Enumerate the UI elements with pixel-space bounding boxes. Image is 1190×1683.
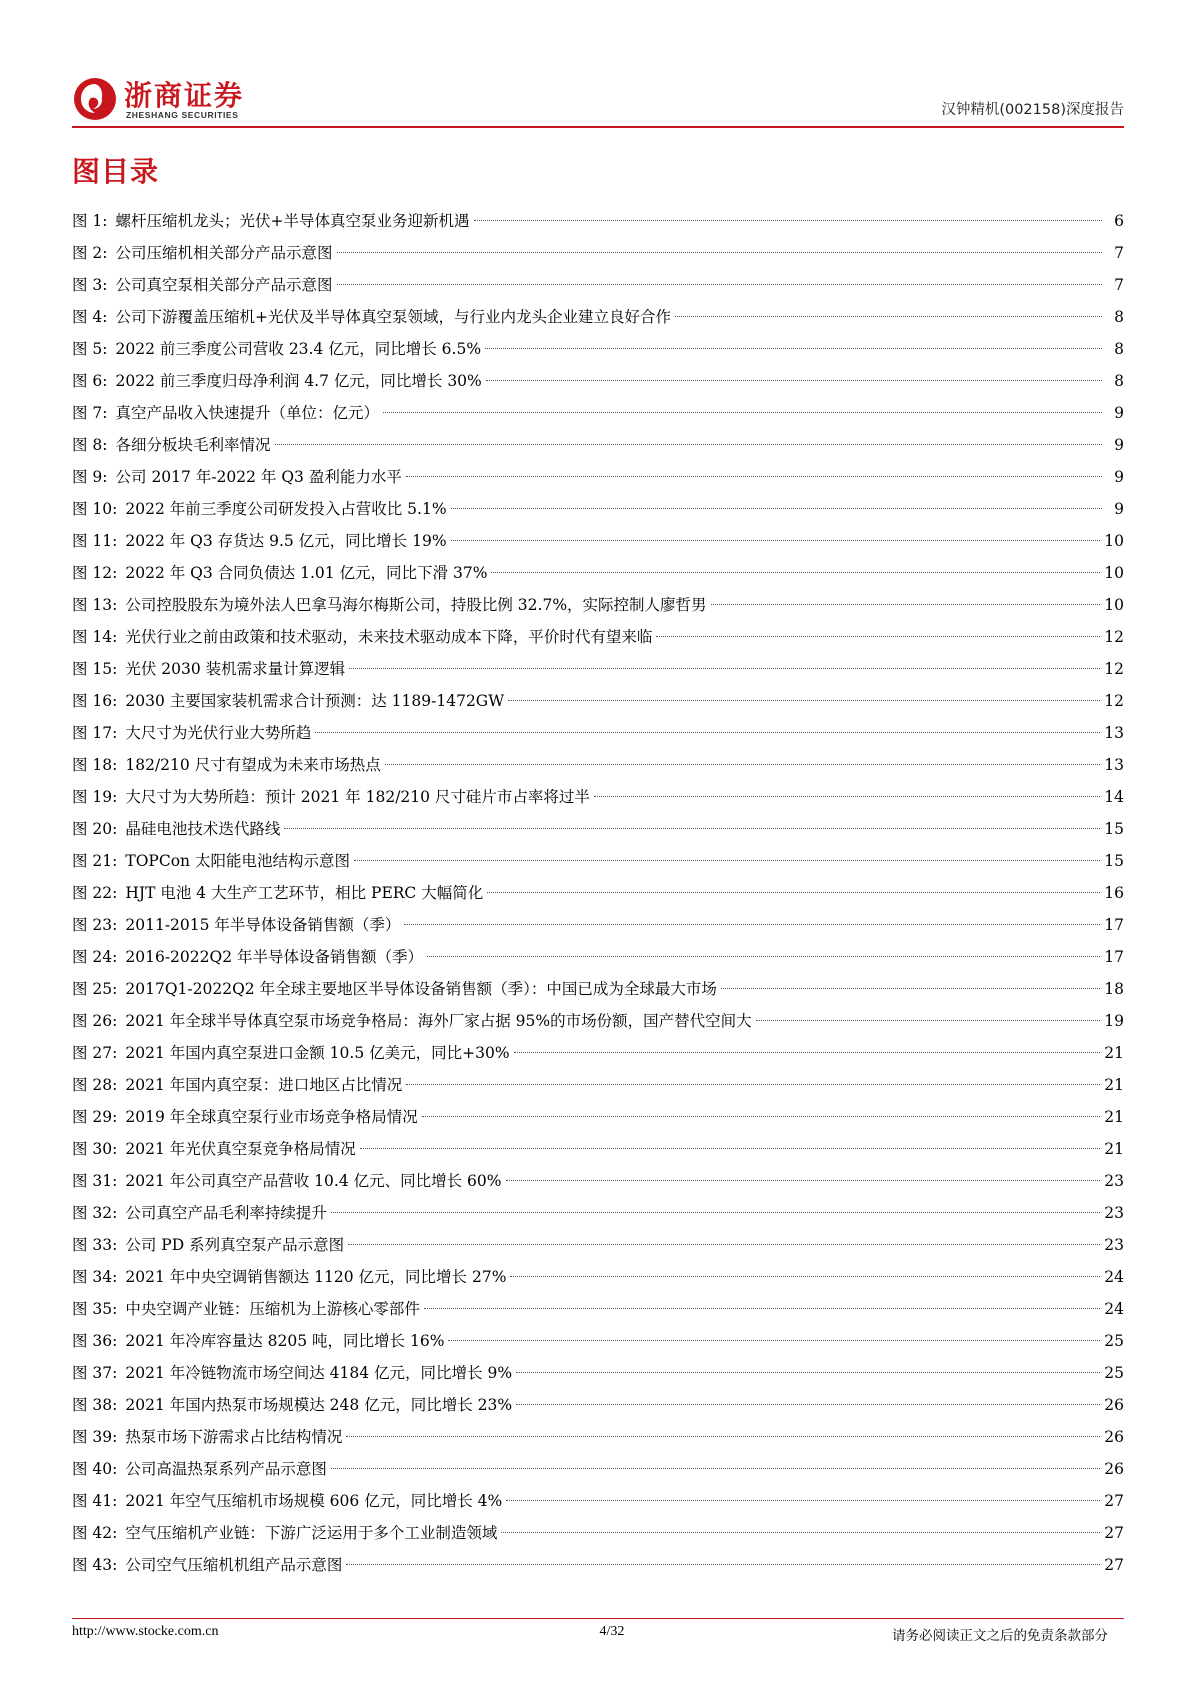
toc-leader-dots bbox=[404, 924, 1100, 925]
toc-entry[interactable] bbox=[72, 781, 1124, 813]
toc-entry[interactable] bbox=[72, 1293, 1124, 1325]
toc-leader-dots bbox=[506, 1180, 1101, 1181]
toc-entry[interactable] bbox=[72, 813, 1124, 845]
toc-leader-dots bbox=[284, 828, 1100, 829]
toc-entry[interactable] bbox=[72, 1197, 1124, 1229]
toc-entry-label: 图 38: bbox=[72, 1396, 118, 1414]
brand-name-en: ZHESHANG SECURITIES bbox=[126, 110, 239, 120]
toc-entry-title: 螺杆压缩机龙头；光伏+半导体真空泵业务迎新机遇 bbox=[115, 212, 470, 230]
toc-entry-page: 10 bbox=[1104, 596, 1124, 614]
toc-entry-title: 2021 年国内真空泵：进口地区占比情况 bbox=[125, 1076, 403, 1094]
toc-leader-dots bbox=[349, 668, 1100, 669]
toc-entry-page: 27 bbox=[1104, 1492, 1124, 1510]
toc-entry-page: 10 bbox=[1104, 532, 1124, 550]
toc-entry[interactable] bbox=[72, 1005, 1124, 1037]
toc-entry-title: 2011-2015 年半导体设备销售额（季） bbox=[125, 916, 401, 934]
toc-entry-label: 图 17: bbox=[72, 724, 118, 742]
toc-entry-title: 2021 年国内热泵市场规模达 248 亿元，同比增长 23% bbox=[125, 1396, 513, 1414]
toc-entry-title: 光伏 2030 装机需求量计算逻辑 bbox=[125, 660, 346, 678]
toc-entry[interactable] bbox=[72, 493, 1124, 525]
toc-entry-label: 图 39: bbox=[72, 1428, 118, 1446]
toc-entry-title: 2017Q1-2022Q2 年全球主要地区半导体设备销售额（季）：中国已成为全球最大市场 bbox=[125, 980, 717, 998]
toc-entry-page: 8 bbox=[1114, 308, 1124, 326]
toc-entry-label: 图 19: bbox=[72, 788, 118, 806]
toc-leader-dots bbox=[514, 1052, 1101, 1053]
toc-entry[interactable] bbox=[72, 1453, 1124, 1485]
toc-entry-title: 真空产品收入快速提升（单位：亿元） bbox=[115, 404, 380, 422]
toc-entry-title: 大尺寸为光伏行业大势所趋 bbox=[125, 724, 312, 742]
toc-leader-dots bbox=[516, 1404, 1100, 1405]
toc-leader-dots bbox=[406, 476, 1102, 477]
toc-entry-title: TOPCon 太阳能电池结构示意图 bbox=[125, 852, 350, 870]
toc-entry-title: 2016-2022Q2 年半导体设备销售额（季） bbox=[125, 948, 424, 966]
header-divider bbox=[72, 126, 1124, 128]
toc-entry-label: 图 11: bbox=[72, 532, 118, 550]
toc-leader-dots bbox=[486, 380, 1102, 381]
toc-entry[interactable] bbox=[72, 941, 1124, 973]
toc-entry-label: 图 40: bbox=[72, 1460, 118, 1478]
toc-leader-dots bbox=[451, 540, 1101, 541]
toc-leader-dots bbox=[485, 348, 1102, 349]
toc-entry-page: 24 bbox=[1104, 1268, 1124, 1286]
toc-entry-label: 图 36: bbox=[72, 1332, 118, 1350]
toc-entry-page: 12 bbox=[1104, 628, 1124, 646]
toc-entry-label: 图 1: bbox=[72, 212, 108, 230]
toc-entry-title: 中央空调产业链：压缩机为上游核心零部件 bbox=[125, 1300, 420, 1318]
brand-logo[interactable] bbox=[72, 70, 332, 126]
toc-entry[interactable] bbox=[72, 653, 1124, 685]
toc-entry-page: 16 bbox=[1104, 884, 1124, 902]
toc-entry[interactable] bbox=[72, 1133, 1124, 1165]
toc-entry-title: 公司真空产品毛利率持续提升 bbox=[125, 1204, 327, 1222]
toc-entry[interactable] bbox=[72, 1069, 1124, 1101]
toc-entry-page: 12 bbox=[1104, 660, 1124, 678]
toc-entry-title: 公司真空泵相关部分产品示意图 bbox=[115, 276, 333, 294]
toc-leader-dots bbox=[385, 764, 1101, 765]
toc-leader-dots bbox=[491, 572, 1100, 573]
toc-entry-label: 图 42: bbox=[72, 1524, 118, 1542]
toc-leader-dots bbox=[331, 1468, 1100, 1469]
toc-entry-page: 26 bbox=[1104, 1396, 1124, 1414]
toc-entry-title: 2021 年国内真空泵进口金额 10.5 亿美元，同比+30% bbox=[125, 1044, 510, 1062]
toc-leader-dots bbox=[508, 700, 1100, 701]
toc-entry-title: 2021 年中央空调销售额达 1120 亿元，同比增长 27% bbox=[125, 1268, 507, 1286]
toc-entry-page: 9 bbox=[1114, 436, 1124, 454]
toc-leader-dots bbox=[506, 1500, 1100, 1501]
toc-entry-page: 18 bbox=[1104, 980, 1124, 998]
toc-entry-title: 2030 主要国家装机需求合计预测：达 1189-1472GW bbox=[125, 692, 505, 710]
toc-leader-dots bbox=[315, 732, 1100, 733]
toc-entry[interactable] bbox=[72, 1549, 1124, 1581]
toc-entry-label: 图 5: bbox=[72, 340, 108, 358]
toc-entry-label: 图 41: bbox=[72, 1492, 118, 1510]
toc-entry-page: 17 bbox=[1104, 948, 1124, 966]
figure-table-of-contents bbox=[72, 205, 1124, 1581]
toc-entry-page: 19 bbox=[1104, 1012, 1124, 1030]
zheshang-logo-icon bbox=[72, 76, 118, 122]
toc-entry-page: 8 bbox=[1114, 372, 1124, 390]
toc-entry[interactable] bbox=[72, 1037, 1124, 1069]
toc-entry[interactable] bbox=[72, 717, 1124, 749]
toc-leader-dots bbox=[427, 956, 1100, 957]
toc-entry-label: 图 27: bbox=[72, 1044, 118, 1062]
toc-leader-dots bbox=[331, 1212, 1100, 1213]
toc-entry-page: 26 bbox=[1104, 1428, 1124, 1446]
toc-leader-dots bbox=[487, 892, 1100, 893]
toc-entry-page: 12 bbox=[1104, 692, 1124, 710]
toc-entry-label: 图 8: bbox=[72, 436, 108, 454]
toc-entry[interactable] bbox=[72, 301, 1124, 333]
toc-entry-label: 图 43: bbox=[72, 1556, 118, 1574]
toc-leader-dots bbox=[501, 1532, 1100, 1533]
toc-entry-page: 9 bbox=[1114, 404, 1124, 422]
toc-entry-title: 公司控股股东为境外法人巴拿马海尔梅斯公司，持股比例 32.7%，实际控制人廖哲男 bbox=[125, 596, 707, 614]
toc-entry-page: 23 bbox=[1104, 1236, 1124, 1254]
toc-leader-dots bbox=[346, 1564, 1100, 1565]
toc-entry-title: 2021 年公司真空产品营收 10.4 亿元、同比增长 60% bbox=[125, 1172, 502, 1190]
toc-leader-dots bbox=[451, 508, 1102, 509]
toc-leader-dots bbox=[348, 1244, 1100, 1245]
footer-divider bbox=[72, 1618, 1124, 1619]
toc-entry-label: 图 29: bbox=[72, 1108, 118, 1126]
toc-entry[interactable] bbox=[72, 1485, 1124, 1517]
toc-entry[interactable] bbox=[72, 237, 1124, 269]
toc-entry-label: 图 20: bbox=[72, 820, 118, 838]
toc-entry-page: 21 bbox=[1104, 1076, 1124, 1094]
toc-entry[interactable] bbox=[72, 557, 1124, 589]
toc-entry-page: 23 bbox=[1104, 1172, 1124, 1190]
toc-leader-dots bbox=[383, 412, 1102, 413]
toc-entry[interactable] bbox=[72, 525, 1124, 557]
page-footer bbox=[72, 1624, 1124, 1648]
toc-entry-page: 13 bbox=[1104, 756, 1124, 774]
toc-leader-dots bbox=[474, 220, 1102, 221]
toc-leader-dots bbox=[422, 1116, 1101, 1117]
toc-entry-label: 图 4: bbox=[72, 308, 108, 326]
toc-entry-label: 图 9: bbox=[72, 468, 108, 486]
toc-entry-label: 图 31: bbox=[72, 1172, 118, 1190]
toc-entry-label: 图 35: bbox=[72, 1300, 118, 1318]
toc-entry-label: 图 23: bbox=[72, 916, 118, 934]
toc-entry[interactable] bbox=[72, 1421, 1124, 1453]
toc-leader-dots bbox=[337, 284, 1102, 285]
toc-entry-page: 24 bbox=[1104, 1300, 1124, 1318]
footer-url-link[interactable]: http://www.stocke.com.cn bbox=[72, 1624, 219, 1639]
toc-entry-title: 大尺寸为大势所趋：预计 2021 年 182/210 尺寸硅片市占率将过半 bbox=[125, 788, 590, 806]
toc-entry-page: 15 bbox=[1104, 852, 1124, 870]
toc-entry-page: 15 bbox=[1104, 820, 1124, 838]
toc-entry-label: 图 10: bbox=[72, 500, 118, 518]
toc-entry[interactable] bbox=[72, 1165, 1124, 1197]
toc-entry-label: 图 3: bbox=[72, 276, 108, 294]
toc-entry-label: 图 7: bbox=[72, 404, 108, 422]
toc-entry-title: 2022 年 Q3 合同负债达 1.01 亿元，同比下滑 37% bbox=[125, 564, 488, 582]
toc-entry-label: 图 2: bbox=[72, 244, 108, 262]
toc-entry[interactable] bbox=[72, 429, 1124, 461]
toc-entry[interactable] bbox=[72, 461, 1124, 493]
toc-entry-label: 图 16: bbox=[72, 692, 118, 710]
toc-entry-title: 2019 年全球真空泵行业市场竞争格局情况 bbox=[125, 1108, 418, 1126]
toc-leader-dots bbox=[360, 1148, 1101, 1149]
toc-entry-page: 14 bbox=[1104, 788, 1124, 806]
toc-entry[interactable] bbox=[72, 909, 1124, 941]
toc-entry[interactable] bbox=[72, 1389, 1124, 1421]
toc-entry[interactable] bbox=[72, 205, 1124, 237]
toc-entry-title: 2021 年全球半导体真空泵市场竞争格局：海外厂家占据 95%的市场份额，国产替代空间大 bbox=[125, 1012, 752, 1030]
toc-leader-dots bbox=[756, 1020, 1101, 1021]
toc-entry-page: 21 bbox=[1104, 1044, 1124, 1062]
toc-entry-page: 27 bbox=[1104, 1556, 1124, 1574]
toc-entry[interactable] bbox=[72, 1101, 1124, 1133]
toc-entry-title: 2022 前三季度归母净利润 4.7 亿元，同比增长 30% bbox=[115, 372, 482, 390]
toc-entry[interactable] bbox=[72, 1517, 1124, 1549]
toc-entry-title: 2022 年前三季度公司研发投入占营收比 5.1% bbox=[125, 500, 447, 518]
toc-entry-page: 25 bbox=[1104, 1364, 1124, 1382]
toc-entry[interactable] bbox=[72, 749, 1124, 781]
toc-entry-title: 公司空气压缩机机组产品示意图 bbox=[125, 1556, 343, 1574]
toc-entry-page: 23 bbox=[1104, 1204, 1124, 1222]
toc-entry-page: 21 bbox=[1104, 1140, 1124, 1158]
toc-entry[interactable] bbox=[72, 1229, 1124, 1261]
toc-entry-title: 空气压缩机产业链：下游广泛运用于多个工业制造领域 bbox=[125, 1524, 498, 1542]
toc-entry-title: 公司压缩机相关部分产品示意图 bbox=[115, 244, 333, 262]
toc-entry-page: 27 bbox=[1104, 1524, 1124, 1542]
page-header bbox=[72, 70, 1124, 126]
toc-entry[interactable] bbox=[72, 685, 1124, 717]
toc-leader-dots bbox=[406, 1084, 1100, 1085]
toc-leader-dots bbox=[656, 636, 1100, 637]
toc-entry[interactable] bbox=[72, 589, 1124, 621]
toc-entry-page: 6 bbox=[1114, 212, 1124, 230]
toc-entry[interactable] bbox=[72, 365, 1124, 397]
toc-leader-dots bbox=[721, 988, 1100, 989]
toc-entry[interactable] bbox=[72, 1325, 1124, 1357]
toc-entry-title: 热泵市场下游需求占比结构情况 bbox=[125, 1428, 343, 1446]
toc-entry-label: 图 21: bbox=[72, 852, 118, 870]
toc-entry-page: 17 bbox=[1104, 916, 1124, 934]
toc-entry-title: 2021 年冷库容量达 8205 吨，同比增长 16% bbox=[125, 1332, 445, 1350]
toc-entry-label: 图 22: bbox=[72, 884, 118, 902]
toc-entry-title: HJT 电池 4 大生产工艺环节，相比 PERC 大幅简化 bbox=[125, 884, 484, 902]
toc-entry-title: 公司高温热泵系列产品示意图 bbox=[125, 1460, 327, 1478]
toc-entry-title: 光伏行业之前由政策和技术驱动，未来技术驱动成本下降，平价时代有望来临 bbox=[125, 628, 653, 646]
toc-entry-title: 182/210 尺寸有望成为未来市场热点 bbox=[125, 756, 381, 774]
toc-entry-label: 图 12: bbox=[72, 564, 118, 582]
toc-entry-page: 25 bbox=[1104, 1332, 1124, 1350]
toc-entry-title: 晶硅电池技术迭代路线 bbox=[125, 820, 281, 838]
toc-entry-label: 图 13: bbox=[72, 596, 118, 614]
toc-entry-title: 公司 PD 系列真空泵产品示意图 bbox=[125, 1236, 345, 1254]
toc-entry-page: 26 bbox=[1104, 1460, 1124, 1478]
toc-entry[interactable] bbox=[72, 269, 1124, 301]
toc-entry-title: 2021 年光伏真空泵竞争格局情况 bbox=[125, 1140, 356, 1158]
toc-heading: 图目录 bbox=[72, 155, 160, 188]
toc-entry-title: 2021 年空气压缩机市场规模 606 亿元，同比增长 4% bbox=[125, 1492, 503, 1510]
toc-leader-dots bbox=[675, 316, 1102, 317]
toc-entry[interactable] bbox=[72, 845, 1124, 877]
brand-name-cn: 浙商证券 bbox=[124, 79, 245, 112]
toc-entry-label: 图 26: bbox=[72, 1012, 118, 1030]
toc-entry-label: 图 33: bbox=[72, 1236, 118, 1254]
toc-leader-dots bbox=[346, 1436, 1100, 1437]
toc-entry-title: 2022 前三季度公司营收 23.4 亿元，同比增长 6.5% bbox=[115, 340, 482, 358]
toc-entry-page: 21 bbox=[1104, 1108, 1124, 1126]
toc-entry-label: 图 37: bbox=[72, 1364, 118, 1382]
toc-entry-page: 10 bbox=[1104, 564, 1124, 582]
toc-entry-page: 8 bbox=[1114, 340, 1124, 358]
toc-entry-page: 9 bbox=[1114, 468, 1124, 486]
toc-entry-label: 图 34: bbox=[72, 1268, 118, 1286]
toc-entry-label: 图 15: bbox=[72, 660, 118, 678]
toc-leader-dots bbox=[424, 1308, 1100, 1309]
toc-entry-title: 公司下游覆盖压缩机+光伏及半导体真空泵领域，与行业内龙头企业建立良好合作 bbox=[115, 308, 672, 326]
toc-entry-page: 7 bbox=[1114, 244, 1124, 262]
toc-entry-label: 图 25: bbox=[72, 980, 118, 998]
toc-entry[interactable] bbox=[72, 621, 1124, 653]
toc-entry-label: 图 30: bbox=[72, 1140, 118, 1158]
toc-leader-dots bbox=[711, 604, 1101, 605]
toc-leader-dots bbox=[448, 1340, 1100, 1341]
toc-entry-label: 图 14: bbox=[72, 628, 118, 646]
toc-entry[interactable] bbox=[72, 1261, 1124, 1293]
toc-leader-dots bbox=[354, 860, 1100, 861]
toc-entry-page: 13 bbox=[1104, 724, 1124, 742]
toc-leader-dots bbox=[510, 1276, 1100, 1277]
toc-entry-title: 各细分板块毛利率情况 bbox=[115, 436, 271, 454]
toc-entry-page: 7 bbox=[1114, 276, 1124, 294]
toc-entry-page: 9 bbox=[1114, 500, 1124, 518]
footer-disclaimer: 请务必阅读正文之后的免责条款部分 bbox=[892, 1628, 1108, 1644]
toc-leader-dots bbox=[275, 444, 1102, 445]
toc-entry-label: 图 28: bbox=[72, 1076, 118, 1094]
toc-entry[interactable] bbox=[72, 973, 1124, 1005]
toc-entry[interactable] bbox=[72, 1357, 1124, 1389]
toc-entry-title: 2022 年 Q3 存货达 9.5 亿元，同比增长 19% bbox=[125, 532, 447, 550]
toc-leader-dots bbox=[516, 1372, 1100, 1373]
footer-page-number: 4/32 bbox=[599, 1624, 625, 1639]
report-title: 汉钟精机(002158)深度报告 bbox=[941, 102, 1124, 118]
toc-entry[interactable] bbox=[72, 397, 1124, 429]
toc-entry-label: 图 32: bbox=[72, 1204, 118, 1222]
toc-entry-title: 公司 2017 年-2022 年 Q3 盈利能力水平 bbox=[115, 468, 402, 486]
toc-entry[interactable] bbox=[72, 877, 1124, 909]
toc-entry-title: 2021 年冷链物流市场空间达 4184 亿元，同比增长 9% bbox=[125, 1364, 513, 1382]
toc-entry-label: 图 6: bbox=[72, 372, 108, 390]
toc-leader-dots bbox=[594, 796, 1100, 797]
toc-entry-label: 图 24: bbox=[72, 948, 118, 966]
toc-entry-label: 图 18: bbox=[72, 756, 118, 774]
toc-leader-dots bbox=[337, 252, 1102, 253]
toc-entry[interactable] bbox=[72, 333, 1124, 365]
